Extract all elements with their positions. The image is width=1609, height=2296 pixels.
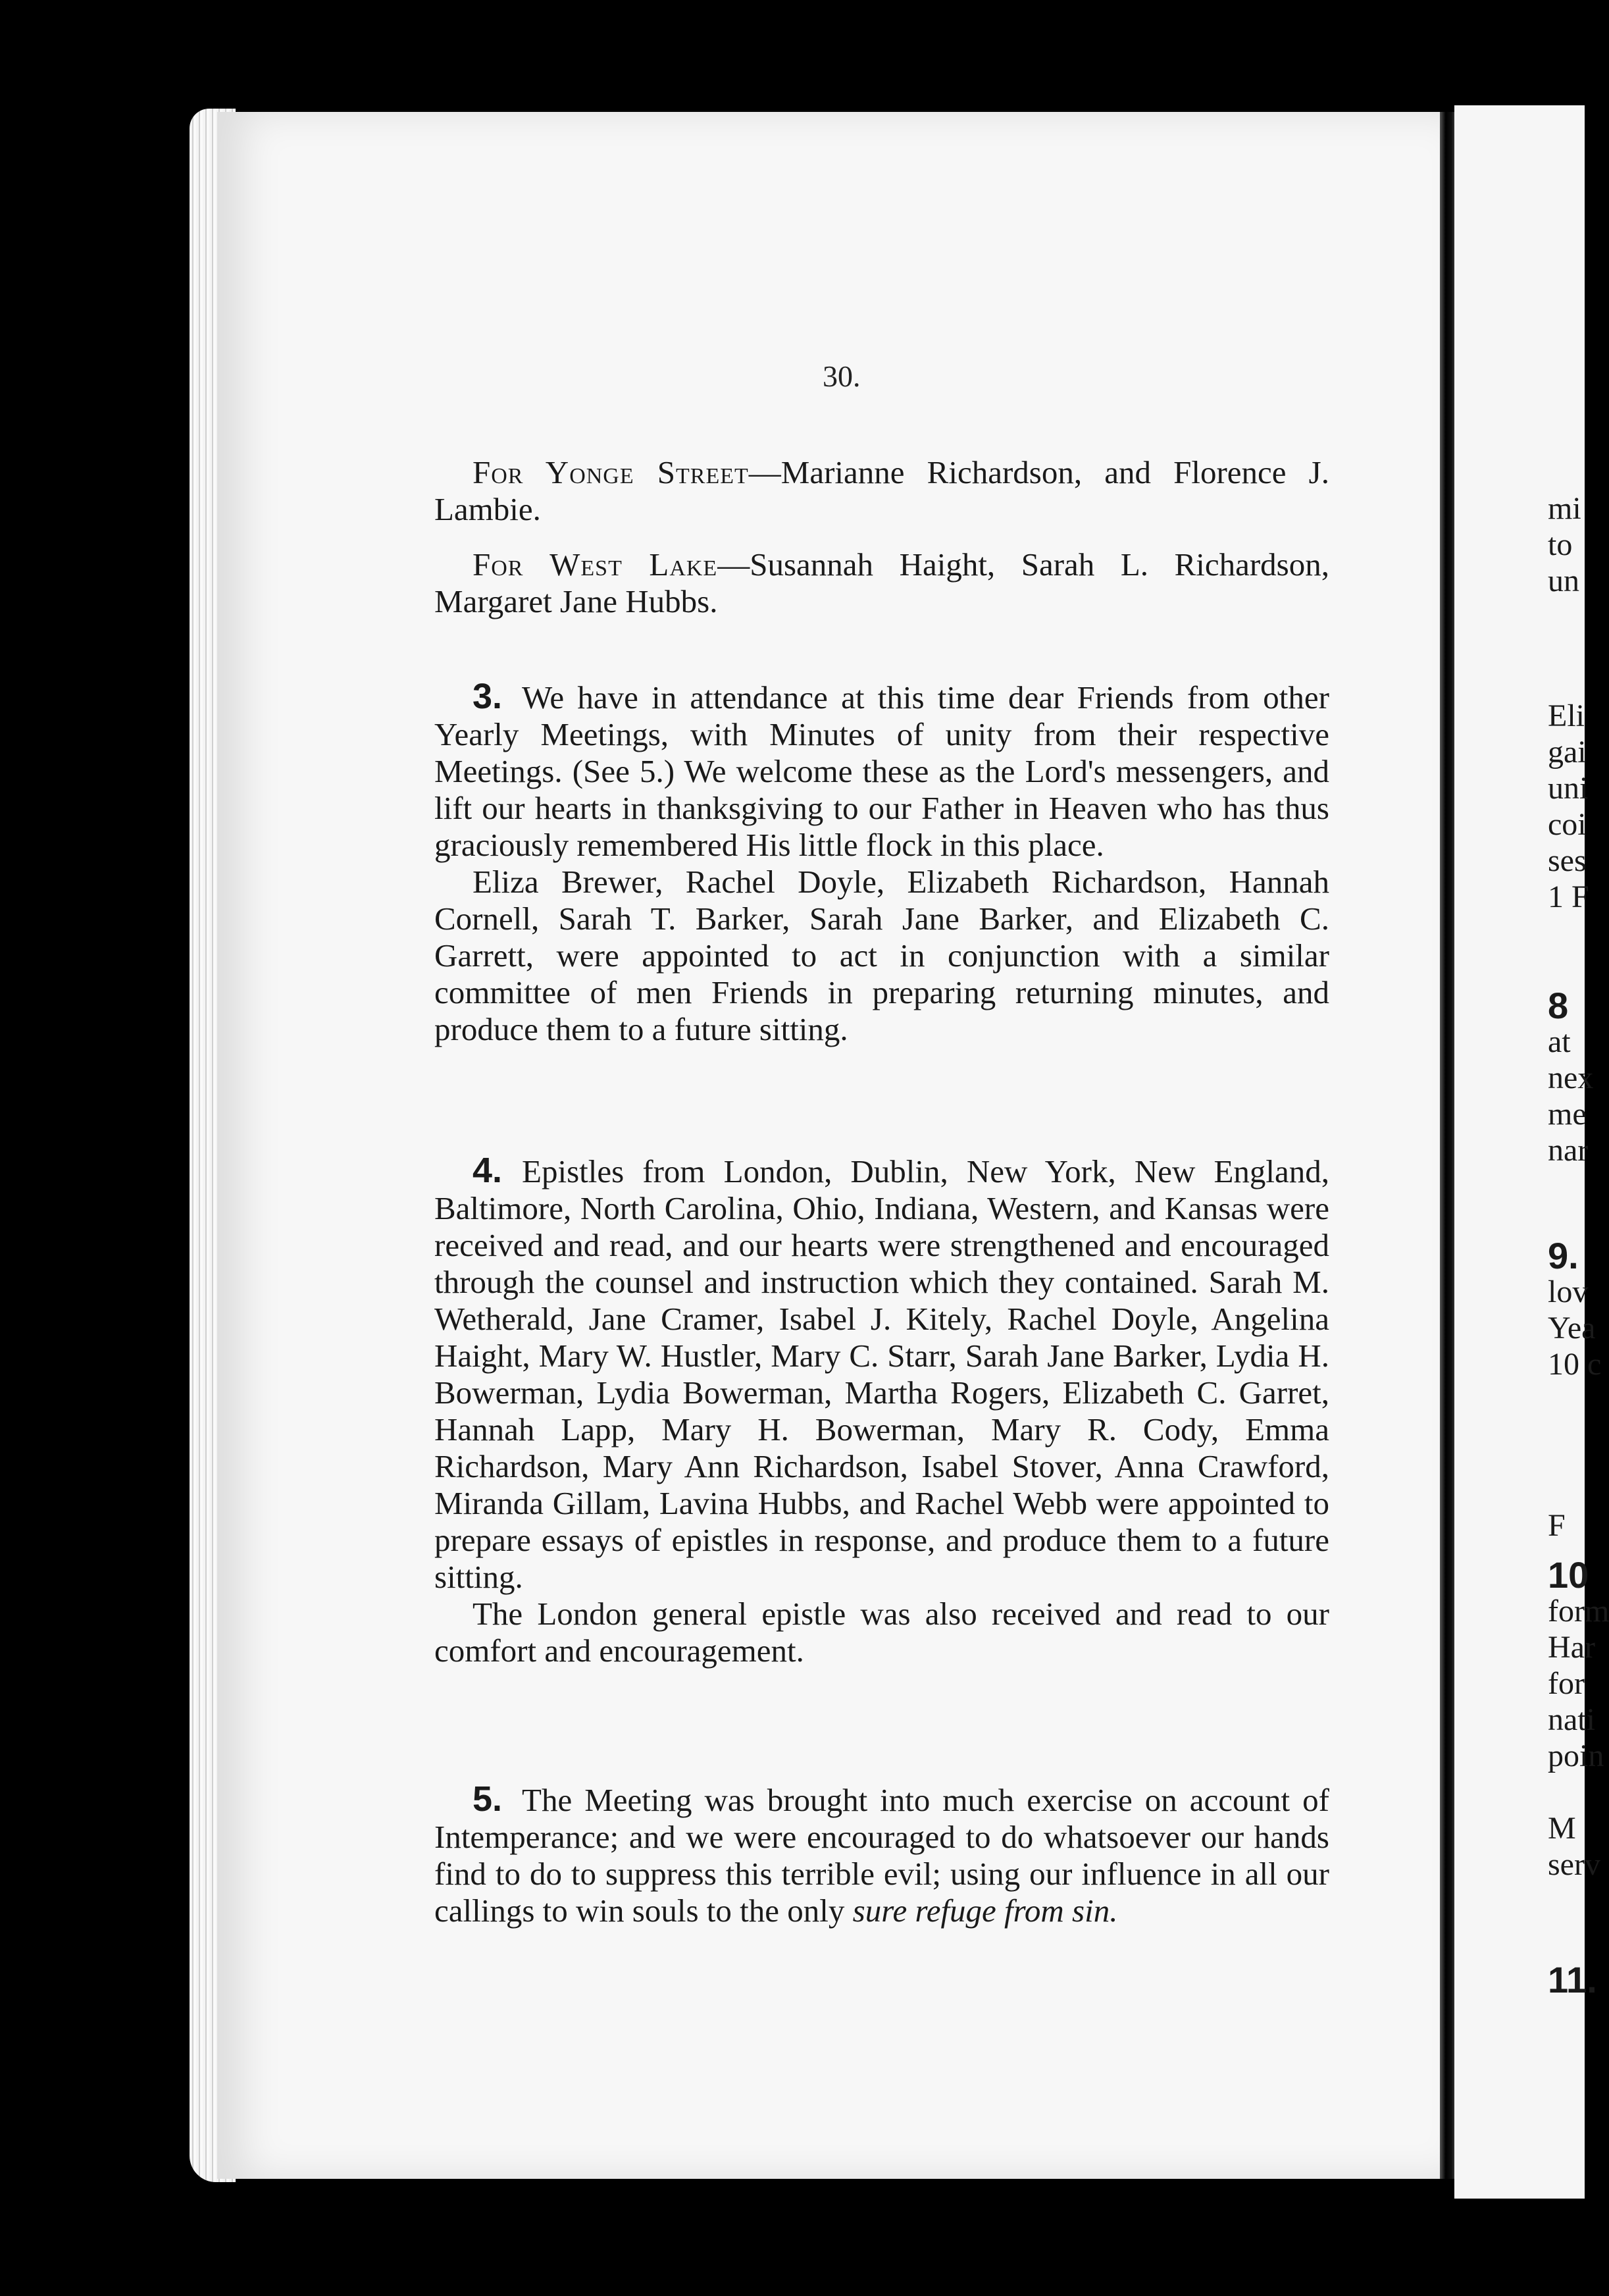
right-page-fragment: coi: [1548, 807, 1587, 842]
right-page-fragment: nati: [1548, 1702, 1595, 1737]
right-page-fragment: nar: [1548, 1133, 1589, 1168]
right-page-fragment: lov: [1548, 1274, 1589, 1309]
book-gutter: [1440, 112, 1454, 2179]
yonge-street-entry: [434, 454, 1329, 528]
right-page-fragment: ses: [1548, 843, 1587, 878]
right-page-fragment: F: [1548, 1508, 1566, 1543]
right-page-fragment: poin: [1548, 1738, 1604, 1773]
section-4: [434, 1152, 1329, 1669]
west-lake-entry: [434, 546, 1329, 620]
right-page-fragment: me: [1548, 1097, 1587, 1132]
right-page-fragment: 8: [1548, 985, 1569, 1026]
west-lake-text: —Susannah Haight, Sarah L. Richardson, Margaret Jane Hubbs.: [434, 546, 1329, 619]
section-3-paragraph-2: Eliza Brewer, Rachel Doyle, Elizabeth Richardson, Hannah Cornell, Sarah T. Barker, Sarah Jane Barker, and Elizabeth C. Garrett, were appointed to act in conjunction with a similar committee of men Friends in preparing returning minutes, and produce them to a future sitting.: [434, 864, 1329, 1047]
right-page-fragment: serv: [1548, 1847, 1600, 1882]
right-page-fragment: Har: [1548, 1630, 1595, 1665]
right-page-fragment: nex: [1548, 1060, 1594, 1095]
right-page-fragment: 11.: [1548, 1959, 1597, 2000]
right-page-fragment: uni: [1548, 771, 1589, 806]
right-page-fragment: 10: [1548, 1554, 1589, 1596]
right-page-fragment: M: [1548, 1811, 1576, 1846]
section-4-paragraph-2: The London general epistle was also received and read to our comfort and encouragement.: [434, 1596, 1329, 1669]
section-5-italic: sure refuge from sin.: [852, 1892, 1118, 1929]
right-page-fragment: 9.: [1548, 1235, 1579, 1276]
section-5: [434, 1781, 1329, 1929]
right-page-fragment: mi: [1548, 491, 1581, 526]
yonge-street-text: —Marianne Richardson, and Florence J. Lambie.: [434, 454, 1329, 527]
section-4-paragraph-1: Epistles from London, Dublin, New York, New England, Baltimore, North Carolina, Ohio, Indiana, Western, and Kansas were received and read, and our hearts were strengthened and encouraged through the counsel and instruction which they contained. Sarah M. Wetherald, Jane Cramer, Isabel J. Kitely, Rachel Doyle, Angelina Haight, Mary W. Hustler, Mary C. Starr, Sarah Jane Barker, Lydia H. Bowerman, Lydia Bowerman, Martha Rogers, Elizabeth C. Garret, Hannah Lapp, Mary H. Bowerman, Mary R. Cody, Emma Richardson, Mary Ann Richardson, Isabel Stover, Anna Crawford, Miranda Gillam, Lavina Hubbs, and Rachel Webb were appointed to prepare essays of epistles in response, and produce them to a future sitting.: [434, 1153, 1329, 1595]
west-lake-label: For West Lake: [472, 546, 718, 583]
section-5-text: The Meeting was brought into much exercise on account of Intemperance; and we were encouraged to do whatsoever our hands find to do to suppress this terrible evil; using our influence in all our callings to win souls to the only: [434, 1782, 1329, 1929]
section-3-paragraph-1: We have in attendance at this time dear Friends from other Yearly Meetings, with Minutes of unity from their respective Meetings. (See 5.) We welcome these as the Lord's messengers, and lift our hearts in thanksgiving to our Father in Heaven who has thus graciously remembered His little flock in this place.: [434, 679, 1329, 863]
right-page-fragment: at: [1548, 1024, 1571, 1059]
page-number: 30.: [823, 359, 861, 393]
right-page-fragment: Eli: [1548, 698, 1585, 733]
right-page-fragment: Yea: [1548, 1311, 1596, 1345]
section-5-number: 5.: [472, 1779, 503, 1819]
yonge-street-label: For Yonge Street: [472, 454, 749, 490]
right-page-fragment: for: [1548, 1666, 1585, 1701]
section-4-number: 4.: [472, 1151, 503, 1190]
right-page-fragment: 1 F: [1548, 879, 1589, 914]
right-page-fragment: to: [1548, 527, 1573, 562]
right-page-fragment: un: [1548, 563, 1579, 598]
right-page-fragment: gai: [1548, 735, 1587, 770]
section-3: [434, 678, 1329, 1048]
right-page-fragment: form: [1548, 1594, 1609, 1629]
section-3-number: 3.: [472, 677, 503, 716]
right-page-fragment: 10 c: [1548, 1347, 1602, 1382]
